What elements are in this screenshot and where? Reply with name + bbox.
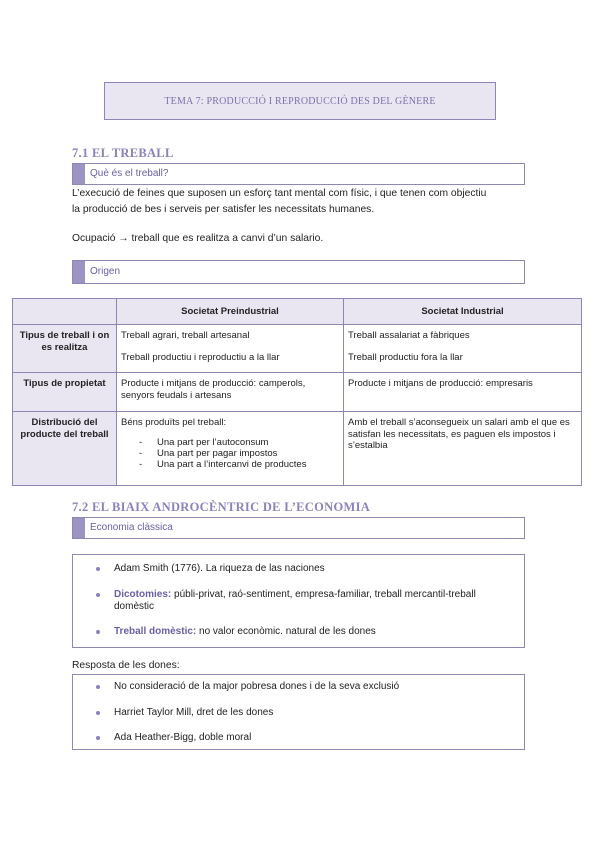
list-item: - Una part per l’autoconsum [139,437,339,448]
list-item: - Una part a l’intercanvi de productes [139,459,339,470]
row-label: Distribució del producte del treball [13,412,117,486]
document-title-box [104,82,496,120]
subheading-box-que-es [72,163,525,185]
distribution-list [121,437,339,470]
cell-text: Béns produïts pel treball: [121,417,227,428]
section-heading-biaix: 7.2 EL BIAIX ANDROCÈNTRIC DE L’ECONOMIA [72,500,371,514]
document-title: TEMA 7: PRODUCCIÓ I REPRODUCCIÓ DES DEL GÈNERE [164,95,436,107]
subheading-accent-bar [73,518,85,538]
table-row [13,412,582,486]
resposta-bullet-box [72,674,525,750]
subheading-box-origen [72,260,525,284]
bullet-text: No consideració de la major pobresa dones i de la seva exclusió [114,681,400,692]
table-row [13,373,582,412]
table-header-empty [13,299,117,325]
table-cell [344,412,582,486]
definition-line-1: L’execució de feines que suposen un esforç tant mental com físic, i que tenen com objectiu [72,188,487,199]
bullet-text-rest: no valor econòmic. natural de les dones [196,626,376,637]
bullet-text: Ada Heather-Bigg, doble moral [114,732,252,743]
list-item: - Una part per pagar impostos [139,448,339,459]
bullet-text-line-1: públi-privat, raó-sentiment, empresa-familiar, treball mercantil-treball [171,589,476,600]
table-cell [117,325,344,373]
economia-bullet-box [72,554,525,648]
bullet-icon [96,685,100,689]
table-cell [344,373,582,412]
bullet-text: Harriet Taylor Mill, dret de les dones [114,707,274,718]
subheading-accent-bar [73,261,85,283]
resposta-label: Resposta de les dones: [72,660,180,671]
section-heading-treball: 7.1 EL TREBALL [72,146,174,160]
cell-text: Treball productiu fora la llar [348,351,463,363]
table-header-preindustrial: Societat Preindustrial [117,299,344,325]
bullet-emphasis: Dicotomies: [114,589,172,600]
table-header-industrial: Societat Industrial [344,299,582,325]
bullet-icon [96,593,100,597]
table-cell [117,373,344,412]
table-cell [117,412,344,486]
cell-text: Producte i mitjans de producció: empresaris [348,378,533,389]
bullet-text: Adam Smith (1776). La riqueza de las naciones [114,563,325,574]
ocupacio-paragraph: Ocupació → treball que es realitza a canvi d’un salario. [72,233,324,244]
table-header-row [13,299,582,325]
cell-text: Treball assalariat a fàbriques [348,330,470,341]
cell-text: Treball productiu i reproductiu a la llar [121,351,280,363]
bullet-icon [96,711,100,715]
cell-text: Amb el treball s’aconsegueix un salari amb el que es satisfan les necessitats, es paguen els impostos i s’estalbia [348,417,570,451]
bullet-text-line-2: domèstic [114,601,155,612]
definition-paragraph [72,186,542,218]
table-row [13,325,582,373]
row-label: Tipus de propietat [13,373,117,412]
subheading-economia: Economia clàssica [90,522,173,533]
bullet-icon [96,736,100,740]
bullet-text [114,589,514,613]
table-cell [344,325,582,373]
comparison-table [12,298,582,486]
definition-line-2: la producció de bes i serveis per satisfer les necessitats humanes. [72,204,375,215]
subheading-origen: Origen [90,266,121,277]
cell-text: Treball agrari, treball artesanal [121,330,250,341]
subheading-accent-bar [73,164,85,184]
row-label: Tipus de treball i on es realitza [13,325,117,373]
bullet-icon [96,630,100,634]
subheading-que-es: Què és el treball? [90,168,169,179]
bullet-icon [96,567,100,571]
cell-text: Producte i mitjans de producció: camperols, senyors feudals i artesans [121,378,306,401]
bullet-emphasis: Treball domèstic: [114,626,197,637]
subheading-box-economia [72,517,525,539]
bullet-text [114,626,514,638]
